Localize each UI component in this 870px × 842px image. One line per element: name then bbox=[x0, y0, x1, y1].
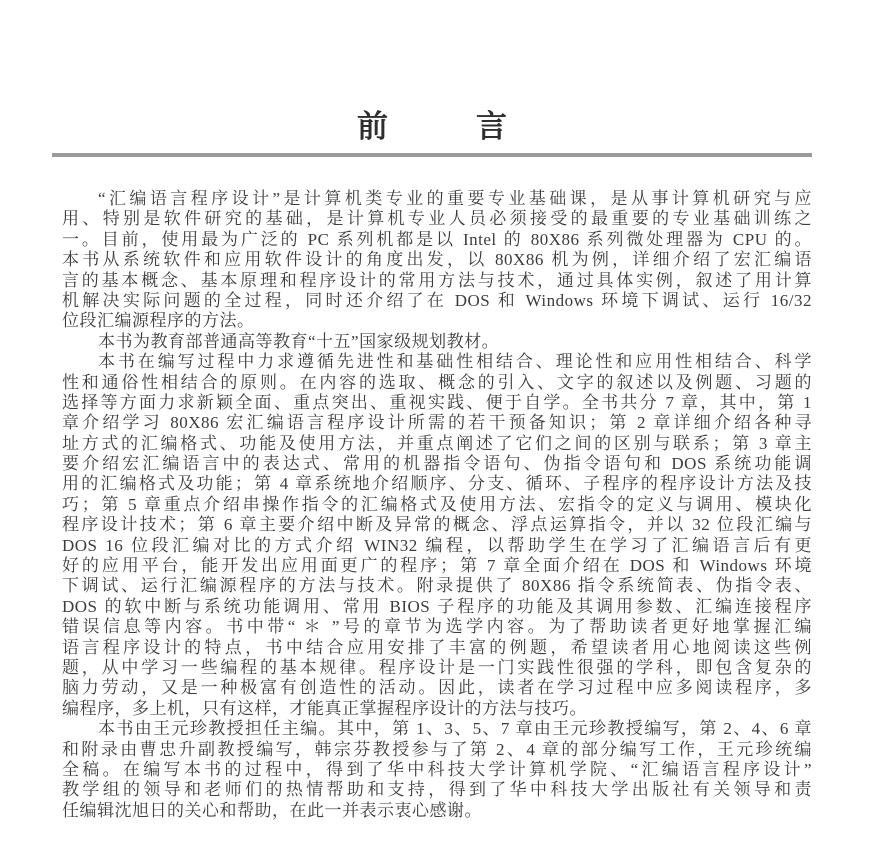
page-title bbox=[52, 110, 812, 144]
page-title-char-1: 前 bbox=[357, 109, 388, 144]
preface-body bbox=[62, 189, 812, 821]
page-title-char-2: 言 bbox=[476, 109, 507, 144]
text-line: 本书从系统软件和应用软件设计的角度出发，以 80X86 机为例，详细介绍了宏汇编语 bbox=[62, 250, 812, 270]
text-line: 编程序，多上机，只有这样，才能真正掌握程序设计的方法与技巧。 bbox=[62, 698, 587, 718]
text-line: 任编辑沈旭日的关心和帮助，在此一并表示衷心感谢。 bbox=[62, 800, 482, 820]
text-line: 章介绍学习 80X86 宏汇编语言程序设计所需的若干预备知识；第 2 章详细介绍各种寻 bbox=[62, 413, 812, 433]
text-line: 机解决实际问题的全过程，同时还介绍了在 DOS 和 Windows 环境下调试、运行 16/32 bbox=[62, 290, 812, 310]
text-line: DOS 的软中断与系统功能调用、常用 BIOS 子程序的功能及其调用参数、汇编连接程序 bbox=[62, 596, 812, 616]
text-line: 题，从中学习一些编程的基本规律。程序设计是一门实践性很强的学科，即包含复杂的 bbox=[62, 657, 812, 677]
text-line: 用的汇编格式及功能；第 4 章系统地介绍顺序、分支、循环、子程序的程序设计方法及技 bbox=[62, 474, 812, 494]
text-line: 选择等方面力求新颖全面、重点突出、重视实践、便于自学。全书共分 7 章，其中，第 1 bbox=[62, 392, 812, 412]
text-line: 脑力劳动，又是一种极富有创造性的活动。因此，读者在学习过程中应多阅读程序，多 bbox=[62, 678, 812, 698]
text-line: 本书为教育部普通高等教育“十五”国家级规划教材。 bbox=[98, 331, 500, 351]
text-line: 和附录由曹忠升副教授编写，韩宗芬教授参与了第 2、4 章的部分编写工作，王元珍统编 bbox=[62, 739, 812, 759]
text-line: 程序设计技术；第 6 章主要介绍中断及异常的概念、浮点运算指令，并以 32 位段汇编与 bbox=[62, 515, 812, 535]
text-line: 本书由王元珍教授担任主编。其中，第 1、3、5、7 章由王元珍教授编写，第 2、4、6 章 bbox=[98, 719, 812, 739]
text-line: 好的应用平台，能开发出应用面更广的程序；第 7 章全面介绍在 DOS 和 Windows 环境 bbox=[62, 556, 812, 576]
text-line: 性和通俗性相结合的原则。在内容的选取、概念的引入、文字的叙述以及例题、习题的 bbox=[62, 372, 812, 392]
text-line: 一。目前，使用最为广泛的 PC 系列机都是以 Intel 的 80X86 系列微处理器为 CPU 的。 bbox=[62, 229, 812, 249]
title-divider bbox=[52, 153, 812, 157]
text-line: 语言程序设计的特点，书中结合应用安排了丰富的例题，希望读者用心地阅读这些例 bbox=[62, 637, 812, 657]
text-line: 言的基本概念、基本原理和程序设计的常用方法与技术，通过具体实例，叙述了用计算 bbox=[62, 270, 812, 290]
text-line: 用、特别是软件研究的基础，是计算机专业人员必须接受的最重要的专业基础训练之 bbox=[62, 209, 812, 229]
text-line: DOS 16 位段汇编对比的方式介绍 WIN32 编程，以帮助学生在学习了汇编语言后有更 bbox=[62, 535, 812, 555]
text-line: 本书在编写过程中力求遵循先进性和基础性相结合、理论性和应用性相结合、科学 bbox=[98, 352, 812, 372]
text-line: 下调试、运行汇编源程序的方法与技术。附录提供了 80X86 指令系统简表、伪指令表、 bbox=[62, 576, 812, 596]
text-line: 位段汇编源程序的方法。 bbox=[62, 311, 255, 331]
text-line: 教学组的领导和老师们的热情帮助和支持，得到了华中科技大学出版社有关领导和责 bbox=[62, 780, 812, 800]
text-line: 全稿。在编写本书的过程中，得到了华中科技大学计算机学院、“汇编语言程序设计” bbox=[62, 759, 812, 779]
text-line: 错误信息等内容。书中带“ ＊ ”号的章节为选学内容。为了帮助读者更好地掌握汇编 bbox=[62, 617, 812, 637]
text-line: 要介绍宏汇编语言中的表达式、常用的机器指令语句、伪指令语句和 DOS 系统功能调 bbox=[62, 454, 812, 474]
text-line: “汇编语言程序设计”是计算机类专业的重要专业基础课，是从事计算机研究与应 bbox=[98, 189, 812, 208]
text-line: 巧；第 5 章重点介绍串操作指令的汇编格式及使用方法、宏指令的定义与调用、模块化 bbox=[62, 494, 812, 514]
text-line: 址方式的汇编格式、功能及使用方法，并重点阐述了它们之间的区别与联系；第 3 章主 bbox=[62, 433, 812, 453]
